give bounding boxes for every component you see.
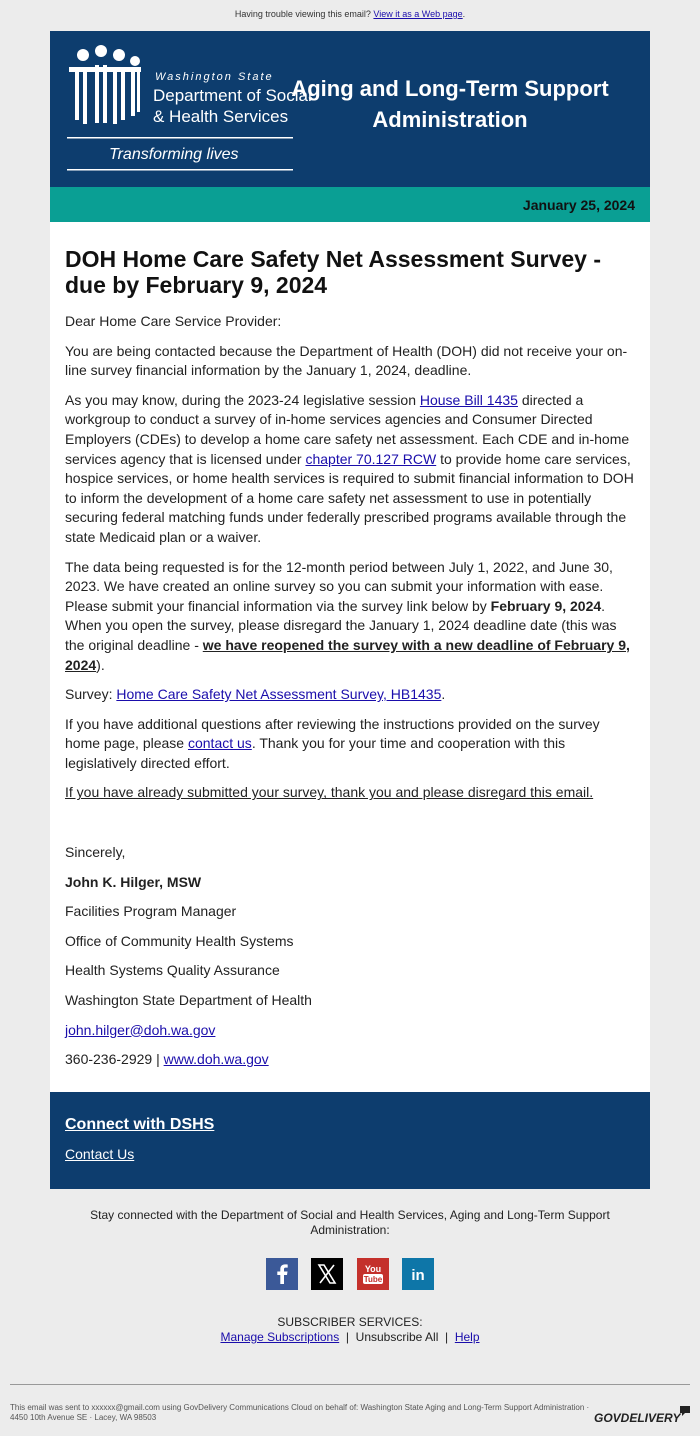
connect-with-dshs-link[interactable]: Connect with DSHS — [65, 1116, 215, 1133]
youtube-icon[interactable] — [357, 1258, 389, 1290]
help-link[interactable]: Help — [454, 1330, 480, 1344]
linkedin-icon[interactable] — [402, 1258, 434, 1290]
dshs-logo — [67, 45, 312, 175]
svg-text:Transforming lives: Transforming lives — [109, 146, 239, 163]
contact-us-link[interactable]: contact us — [187, 735, 252, 752]
people-figures-icon — [69, 45, 141, 124]
preheader: Having trouble viewing this email? View it as a Web page. — [234, 9, 466, 19]
signer-name: John K. Hilger, MSW — [65, 873, 202, 890]
stay-connected-text: Stay connected with the Department of Social and Health Services, Aging and Long-Term Support Administration: — [90, 1208, 610, 1237]
article-heading: DOH Home Care Safety Net Assessment Survey - due by February 9, 2024 — [65, 246, 602, 298]
paragraph-4: If you have additional questions after reviewing the instructions provided on the survey home page, please contact us. Thank you for your time and cooperation with this legislatively directed effort. — [65, 715, 600, 771]
date-bar — [50, 187, 650, 222]
paragraph-3: The data being requested is for the 12-month period between July 1, 2022, and June 30, 2023. We have created an online survey so you can submit your information with ease. Please submit your financial information via the survey link below by February 9, 2024. When you open the survey, please disregard the January 1, 2024 deadline date (this was the original deadline - we have reopened the survey with a new deadline of February 9, 2024). — [65, 558, 630, 673]
preheader-text: Having trouble viewing this email? — [234, 9, 371, 19]
svg-text:in: in — [411, 1267, 425, 1284]
svg-text:Washington State: Washington State — [155, 71, 274, 83]
paragraph-2: As you may know, during the 2023-24 legislative session House Bill 1435 directed a workgroup to conduct a survey of in-home services agencies and Consumer Directed Employers (CDEs) to develop a home care safety net assessment. Each CDE and in-home services agency that is licensed under chapter 70.127 RCW to provide home care services, hospice services, or home health services is required to submit financial information to DOH to inform the development of a home care safety net assessment to use in potentially securing federal matching funds under federally prescribed programs available through the state Medicaid plan or a waiver. — [65, 391, 634, 545]
svg-text:Department of Social: Department of Social — [153, 86, 312, 105]
footer-divider — [10, 1384, 690, 1385]
email-body — [50, 222, 650, 1092]
rcw-link[interactable]: chapter 70.127 RCW — [305, 450, 437, 467]
contact-line: 360-236-2929 | www.doh.wa.gov — [65, 1051, 269, 1068]
facebook-icon[interactable] — [266, 1258, 298, 1290]
svg-text:You: You — [364, 1264, 382, 1274]
email-header — [50, 31, 650, 187]
social-icons — [266, 1258, 434, 1290]
x-icon[interactable] — [311, 1258, 343, 1290]
survey-line: Survey: Home Care Safety Net Assessment Survey, HB1435. — [65, 686, 446, 703]
govdelivery-logo[interactable] — [594, 1403, 692, 1427]
subscriber-label: SUBSCRIBER SERVICES: — [277, 1315, 423, 1329]
web-version-link[interactable]: View it as a Web page — [373, 9, 463, 19]
chat-bubble-icon — [680, 1406, 690, 1416]
signer-title: Facilities Program Manager — [65, 903, 237, 920]
already-submitted-note: If you have already submitted your survey, thank you and please disregard this email. — [65, 784, 594, 801]
house-bill-link[interactable]: House Bill 1435 — [419, 391, 518, 408]
legal-text: This email was sent to xxxxxx@gmail.com using GovDelivery Communications Cloud on behalf of: Washington State Aging and Long-Term Support Administration · 4450 10th Avenue SE · Lacey, WA 98503 — [10, 1403, 590, 1422]
svg-text:Tube: Tube — [363, 1275, 383, 1284]
email-link[interactable]: john.hilger@doh.wa.gov — [65, 1021, 216, 1038]
closing: Sincerely, — [65, 844, 126, 861]
unsubscribe-all[interactable]: Unsubscribe All — [355, 1330, 439, 1344]
signer-office: Office of Community Health Systems — [65, 932, 294, 949]
administration-title: Aging and Long-Term Support Administration — [291, 76, 609, 132]
issue-date: January 25, 2024 — [522, 197, 635, 213]
svg-text:& Health Services: & Health Services — [153, 107, 289, 126]
manage-subscriptions-link[interactable]: Manage Subscriptions — [220, 1330, 340, 1344]
survey-link[interactable]: Home Care Safety Net Assessment Survey, HB1435 — [116, 686, 442, 703]
greeting: Dear Home Care Service Provider: — [65, 313, 282, 329]
subscriber-services: SUBSCRIBER SERVICES: Manage Subscriptions | Unsubscribe All | Help — [0, 1315, 700, 1345]
connect-footer — [50, 1092, 650, 1189]
footer-contact-link[interactable]: Contact Us — [65, 1146, 135, 1162]
website-link[interactable]: www.doh.wa.gov — [163, 1051, 269, 1068]
paragraph-1: You are being contacted because the Department of Health (DOH) did not receive your on-line survey financial information by the January 1, 2024, deadline. — [65, 342, 628, 379]
signer-unit: Health Systems Quality Assurance — [65, 962, 280, 979]
signature-block — [65, 843, 635, 1070]
svg-text:GOVDELIVERY: GOVDELIVERY — [594, 1411, 681, 1425]
signer-org: Washington State Department of Health — [65, 992, 312, 1009]
